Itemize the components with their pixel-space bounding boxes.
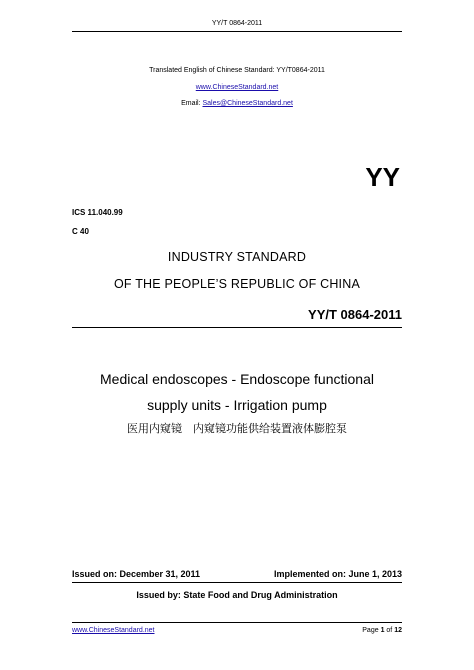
issued-date: Issued on: December 31, 2011 [72, 569, 201, 579]
title-english-line1: Medical endoscopes - Endoscope functional [100, 371, 374, 387]
footer-website-row [72, 627, 155, 634]
title-english-line2: supply units - Irrigation pump [147, 397, 327, 413]
industry-standard-heading: INDUSTRY STANDARD [167, 250, 307, 264]
title-chinese: 医用内窥镜 内窥镜功能供给装置液体膨腔泵 [127, 422, 347, 435]
issuing-authority: Issued by: State Food and Drug Administration [136, 590, 338, 600]
page-of: of [384, 627, 395, 634]
standard-number: YY/T 0864-2011 [308, 307, 402, 322]
footer-rule [72, 622, 402, 623]
standard-code-mark: YY [365, 162, 400, 192]
running-header: YY/T 0864-2011 [211, 20, 263, 27]
country-heading: OF THE PEOPLE’S REPUBLIC OF CHINA [113, 277, 360, 291]
page-label: Page [362, 627, 381, 634]
footer-website-link[interactable]: www.ChineseStandard.net [72, 627, 155, 634]
title-rule [72, 327, 402, 328]
translation-line: Translated English of Chinese Standard: YY/T0864-2011 [149, 67, 325, 74]
translation-website-link[interactable]: www.ChineseStandard.net [195, 84, 279, 91]
header-rule [72, 31, 402, 32]
translation-email-row [0, 100, 474, 107]
ics-number: ICS 11.040.99 [72, 208, 123, 217]
ccs-number: C 40 [72, 227, 89, 236]
email-label: Email: [181, 100, 203, 107]
implemented-date: Implemented on: June 1, 2013 [273, 569, 402, 579]
page-counter [362, 627, 402, 634]
email-link[interactable]: Sales@ChineseStandard.net [202, 100, 293, 107]
page-current: 1 [380, 627, 385, 634]
page-total: 12 [394, 627, 402, 634]
translation-website-row [0, 84, 474, 91]
dates-rule [72, 582, 402, 583]
